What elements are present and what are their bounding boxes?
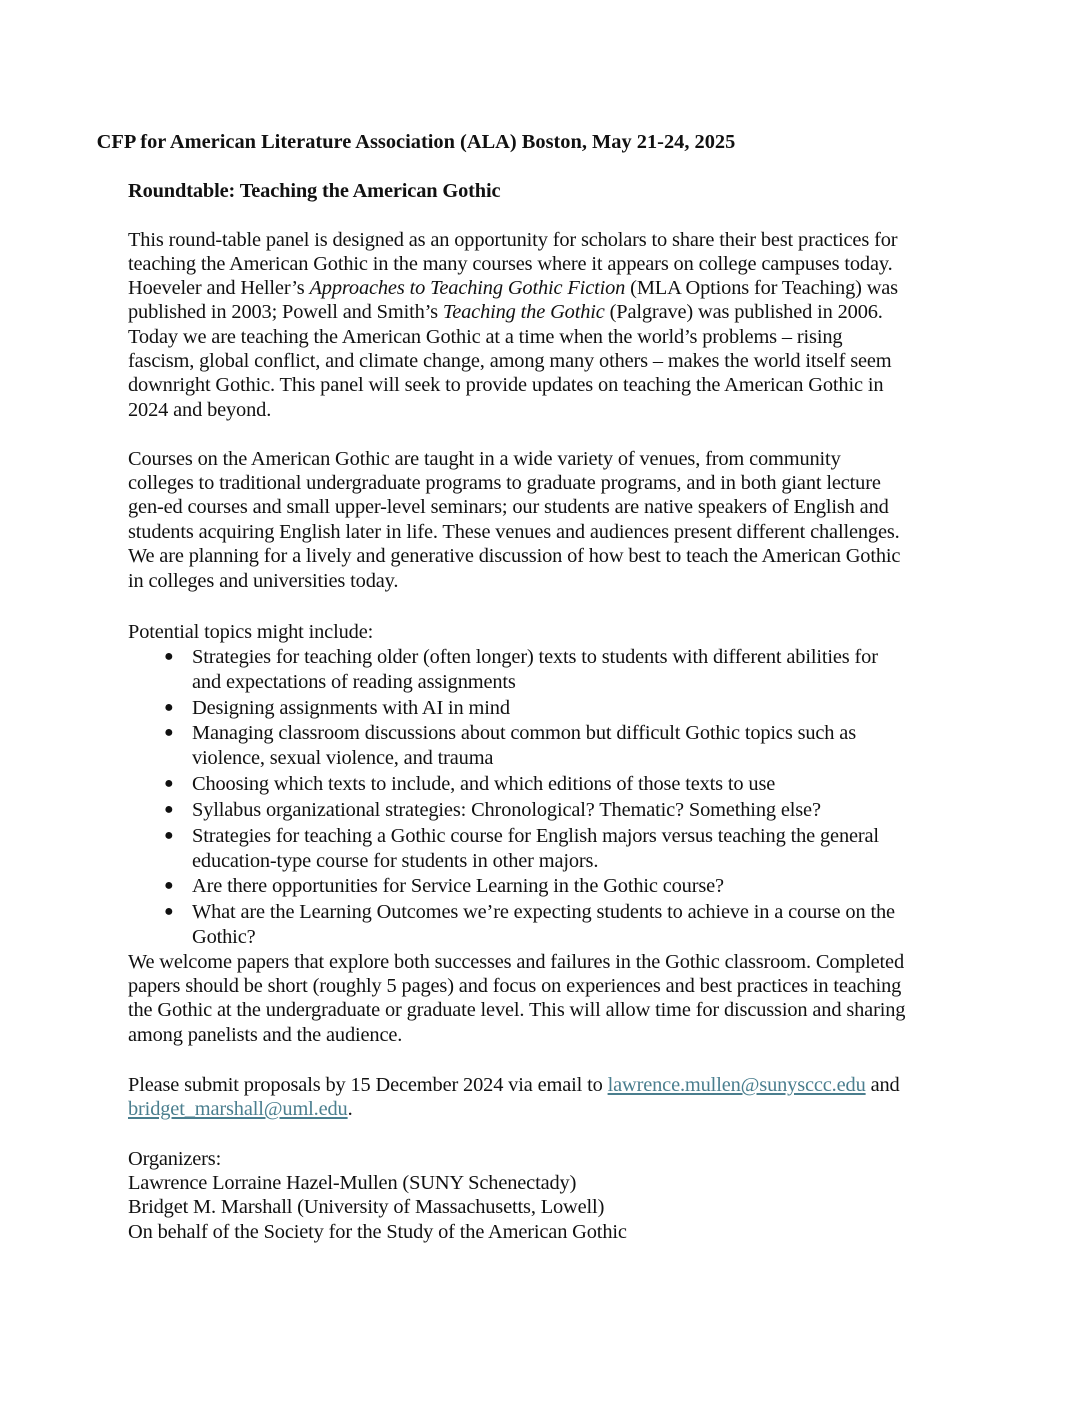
paragraph-line <box>128 300 883 324</box>
paragraph-line: colleges to traditional undergraduate programs to graduate programs, and in both giant lecture <box>128 472 881 494</box>
paragraph-line: the Gothic at the undergraduate or graduate level. This will allow time for discussion and sharing <box>128 999 906 1021</box>
bullet-icon: ● <box>164 775 174 792</box>
list-item-text: education-type course for students in other majors. <box>192 850 599 872</box>
roundtable-heading: Roundtable: Teaching the American Gothic <box>128 180 501 202</box>
paragraph-line: We welcome papers that explore both successes and failures in the Gothic classroom. Completed <box>128 951 905 973</box>
bullet-icon: ● <box>164 801 174 818</box>
organizers-heading: Organizers: <box>128 1148 222 1170</box>
paragraph-line: Courses on the American Gothic are taught in a wide variety of venues, from community <box>128 448 841 470</box>
list-item-text: Managing classroom discussions about common but difficult Gothic topics such as <box>192 722 856 744</box>
organizer-name: Bridget M. Marshall (University of Massachusetts, Lowell) <box>128 1196 605 1218</box>
list-item-text: Designing assignments with AI in mind <box>192 697 510 719</box>
text-run: (Palgrave) was published in 2006. <box>604 301 883 323</box>
paragraph-line: papers should be short (roughly 5 pages) and focus on experiences and best practices in teaching <box>128 975 902 997</box>
list-item-text: Strategies for teaching older (often longer) texts to students with different abilities for <box>192 646 878 668</box>
paragraph-line: in colleges and universities today. <box>128 570 399 592</box>
paragraph-line: This round-table panel is designed as an opportunity for scholars to share their best practices for <box>128 229 898 251</box>
bullet-icon: ● <box>164 827 174 844</box>
paragraph-line: students acquiring English later in life. These venues and audiences present different challenges. <box>128 521 900 543</box>
text-run: Please submit proposals by 15 December 2024 via email to <box>128 1074 608 1096</box>
paragraph-line: teaching the American Gothic in the many courses where it appears on college campuses today. <box>128 253 893 275</box>
list-item-text: violence, sexual violence, and trauma <box>192 747 494 769</box>
text-run: Hoeveler and Heller’s <box>128 277 310 299</box>
paragraph-line: Today we are teaching the American Gothic at a time when the world’s problems – rising <box>128 326 843 348</box>
paragraph-line: downright Gothic. This panel will seek to provide updates on teaching the American Gothic in <box>128 374 884 396</box>
paragraph-line: among panelists and the audience. <box>128 1024 403 1046</box>
paragraph-line <box>128 1073 900 1097</box>
paragraph-line: gen-ed courses and small upper-level seminars; our students are native speakers of English and <box>128 496 889 518</box>
text-run: . <box>347 1098 353 1120</box>
paragraph-line: fascism, global conflict, and climate change, among many others – makes the world itself seem <box>128 350 892 372</box>
on-behalf-line: On behalf of the Society for the Study of the American Gothic <box>128 1221 627 1243</box>
text-run: (MLA Options for Teaching) was <box>625 277 898 299</box>
paragraph-line <box>128 276 898 300</box>
paragraph-line: We are planning for a lively and generative discussion of how best to teach the American Gothic <box>128 545 901 567</box>
list-item-text: Are there opportunities for Service Learning in the Gothic course? <box>192 875 724 897</box>
email-link-marshall[interactable]: bridget_marshall@uml.edu <box>128 1098 348 1120</box>
topics-intro: Potential topics might include: <box>128 621 374 643</box>
text-run: and <box>865 1074 900 1096</box>
bullet-icon: ● <box>164 648 174 665</box>
list-item-text: Syllabus organizational strategies: Chronological? Thematic? Something else? <box>192 799 821 821</box>
bullet-icon: ● <box>164 877 174 894</box>
organizer-name: Lawrence Lorraine Hazel-Mullen (SUNY Schenectady) <box>128 1172 577 1194</box>
book-title-teaching-gothic: Teaching the Gothic <box>442 301 605 323</box>
text-run: published in 2003; Powell and Smith’s <box>128 301 443 323</box>
document-title: CFP for American Literature Association (ALA) Boston, May 21-24, 2025 <box>96 131 736 153</box>
book-title-approaches: Approaches to Teaching Gothic Fiction <box>309 277 626 299</box>
bullet-icon: ● <box>164 903 174 920</box>
list-item-text: Choosing which texts to include, and which editions of those texts to use <box>192 773 776 795</box>
list-item-text: and expectations of reading assignments <box>192 671 516 693</box>
email-link-mullen[interactable]: lawrence.mullen@sunysccc.edu <box>607 1074 866 1096</box>
list-item-text: Strategies for teaching a Gothic course for English majors versus teaching the general <box>192 825 879 847</box>
bullet-icon: ● <box>164 724 174 741</box>
paragraph-line: 2024 and beyond. <box>128 399 272 421</box>
bullet-icon: ● <box>164 699 174 716</box>
list-item-text: Gothic? <box>192 926 256 948</box>
list-item-text: What are the Learning Outcomes we’re expecting students to achieve in a course on the <box>192 901 895 923</box>
paragraph-line <box>128 1097 353 1121</box>
